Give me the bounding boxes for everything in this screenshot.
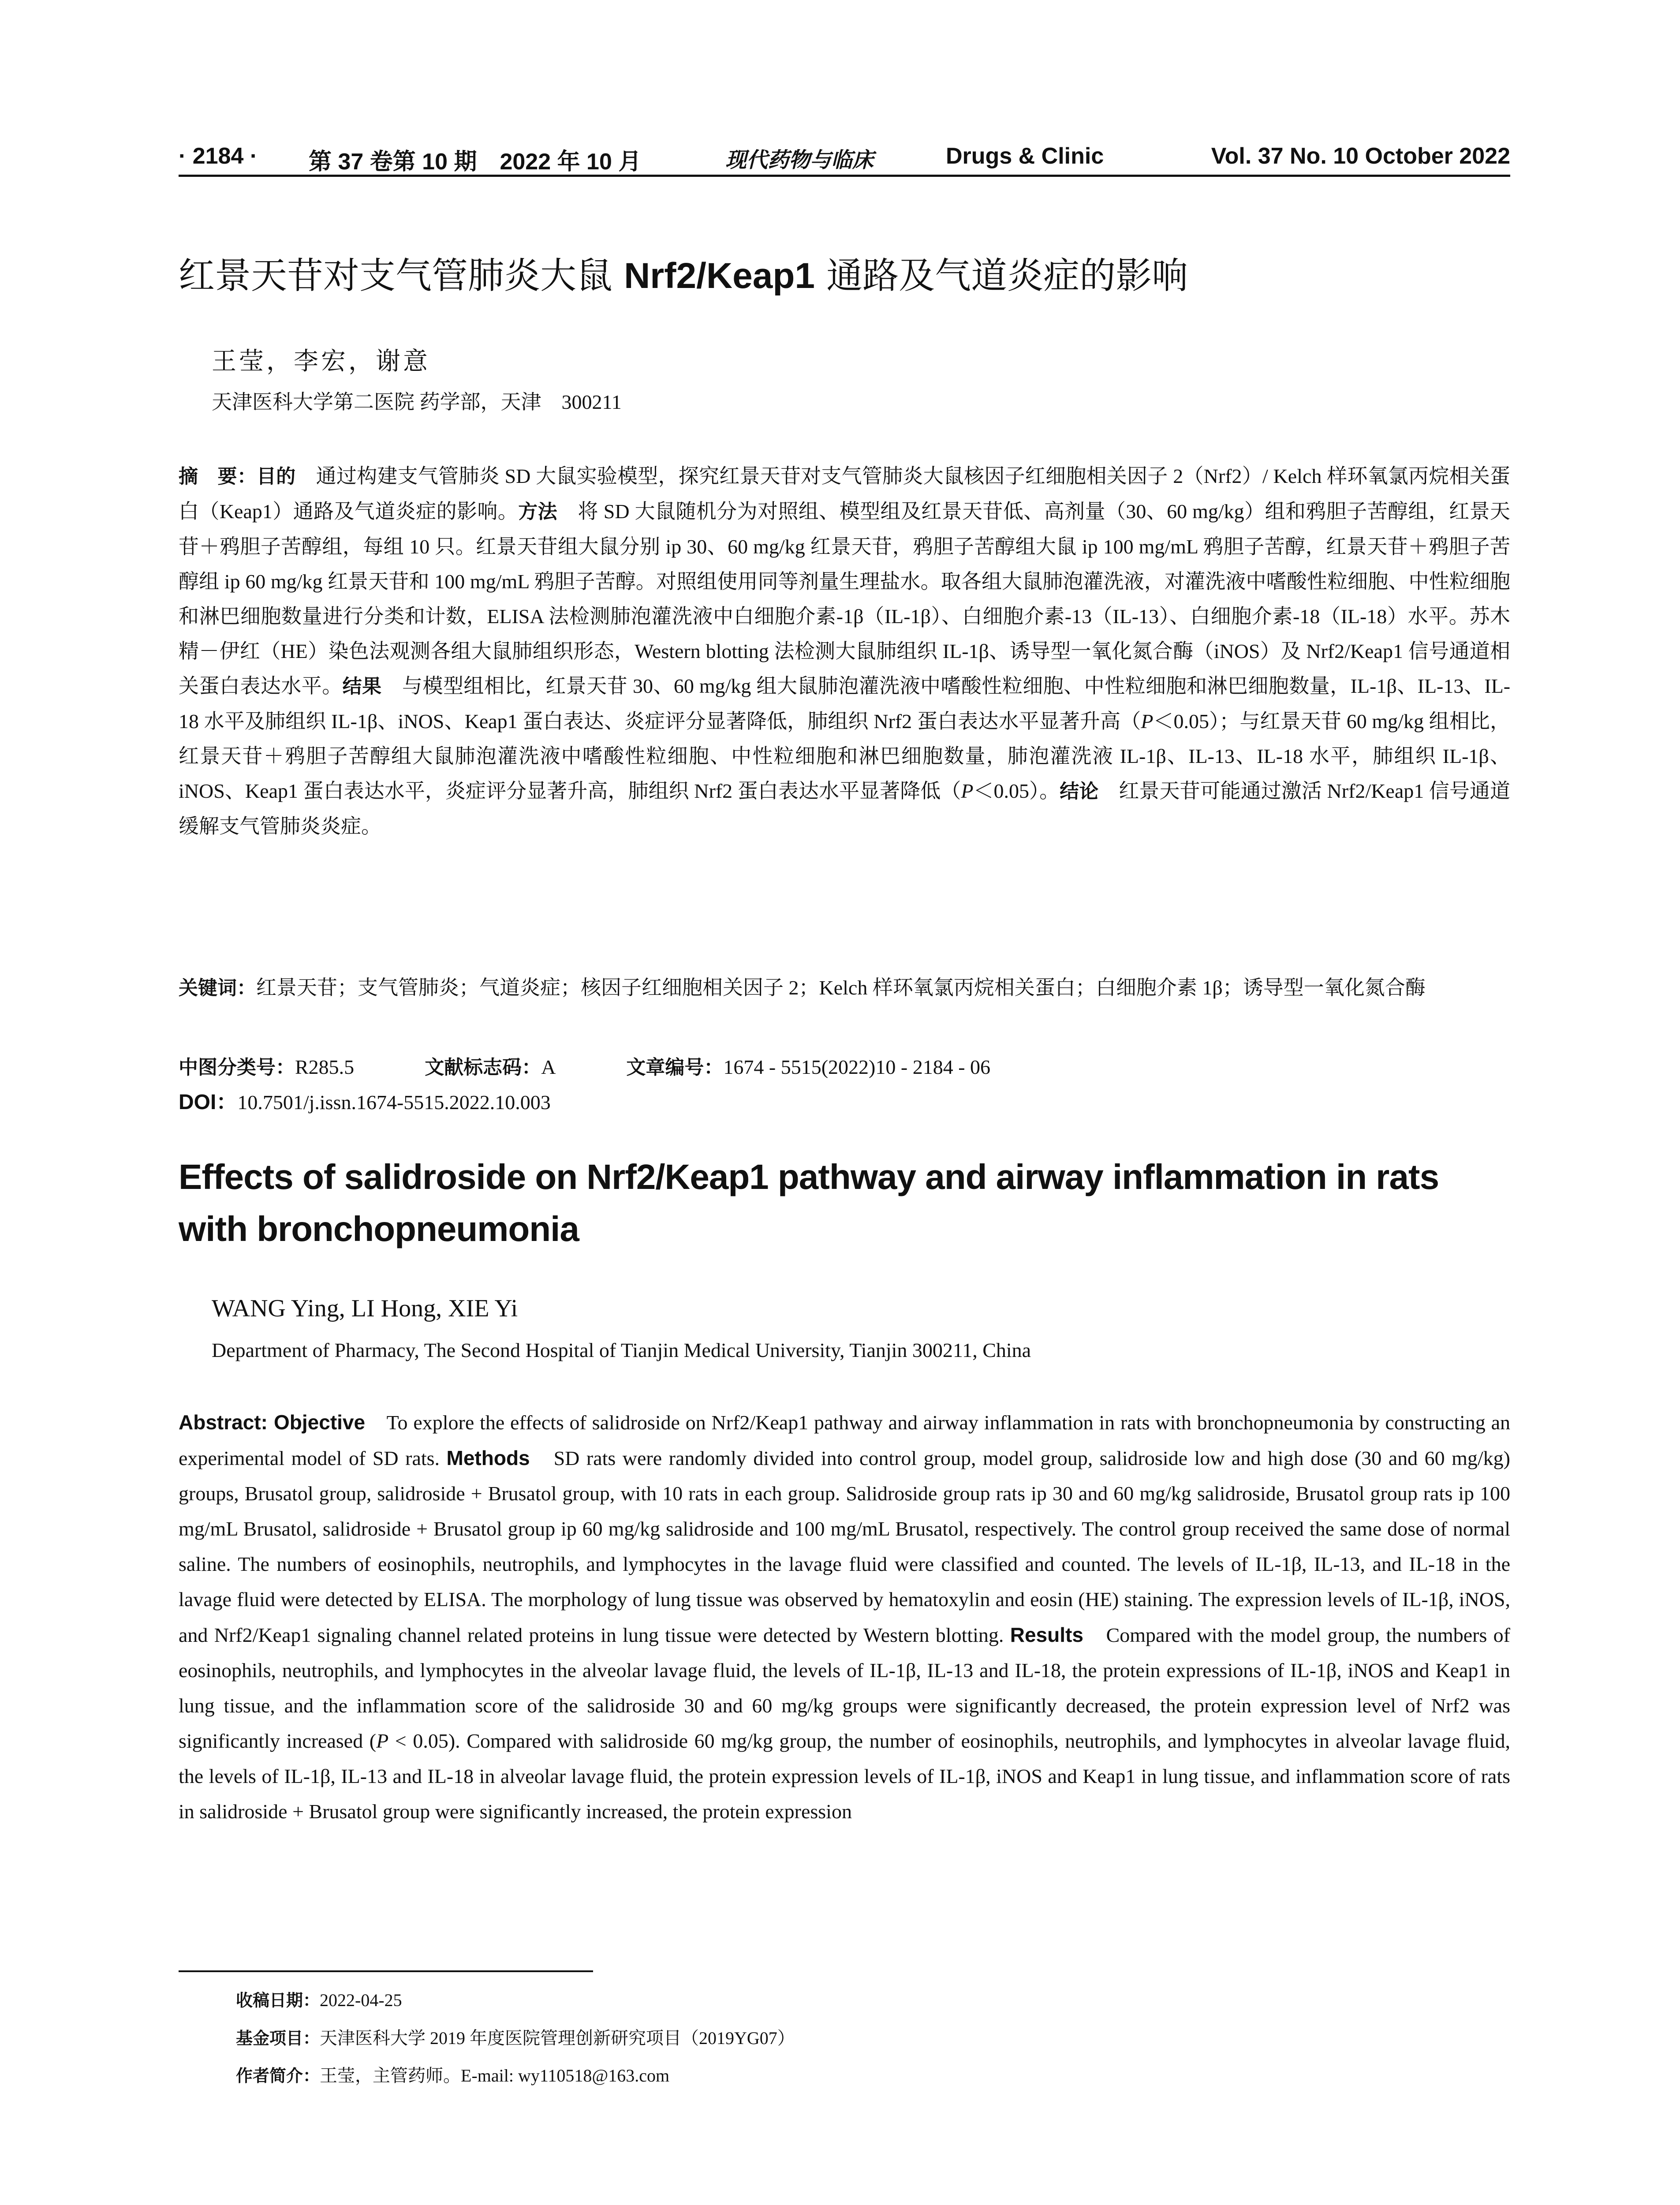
volume-issue-cn: 第 37 卷第 10 期 2022 年 10 月 <box>309 149 642 175</box>
volume-issue-en: Vol. 37 No. 10 October 2022 <box>1211 143 1510 169</box>
abstract-label-cn: 摘 要： <box>179 465 257 488</box>
keywords-label-cn: 关键词： <box>179 977 256 999</box>
fund-value: 天津医科大学 2019 年度医院管理创新研究项目（2019YG07） <box>320 2028 795 2048</box>
running-header <box>179 140 1510 177</box>
doc-code-field <box>425 1050 556 1085</box>
article-title-en: Effects of salidroside on Nrf2/Keap1 pathway and airway inflammation in rats with bronchopneumonia <box>179 1157 1439 1248</box>
keywords-cn <box>179 970 1510 1005</box>
p-value-symbol-cn-1: P <box>1141 710 1154 733</box>
footnote-received <box>236 1987 402 2011</box>
objective-text-en: To explore the effects of salidroside on Nrf2/Keap1 pathway and airway inflammation in rats with bronchopneumonia by constructing an experimental model of SD rats. <box>179 1411 1511 1469</box>
keywords-text-cn: 红景天苷；支气管肺炎；气道炎症；核因子红细胞相关因子 2；Kelch 样环氧氯丙烷相关蛋白；白细胞介素 1β；诱导型一氧化氮合酶 <box>256 976 1426 999</box>
title-cn-pre: 红景天苷对支气管肺炎大鼠 <box>179 255 624 297</box>
affiliation-cn: 天津医科大学第二医院 药学部，天津 300211 <box>212 391 622 413</box>
doc-code-label: 文献标志码： <box>425 1056 541 1079</box>
results-text-cn-3: ＜0.05）。 <box>973 780 1060 802</box>
footnote-author <box>236 2062 669 2087</box>
received-value: 2022-04-25 <box>320 1990 402 2010</box>
classification-line <box>179 1050 1510 1085</box>
journal-name-en: Drugs & Clinic <box>946 143 1104 169</box>
conclusion-text-cn: 红景天苷可能通过激活 Nrf2/Keap1 信号通道缓解支气管肺炎炎症。 <box>179 780 1510 837</box>
authors-en: WANG Ying, LI Hong, XIE Yi <box>212 1295 518 1322</box>
results-text-en-2: < 0.05). Compared with salidroside 60 mg/kg group, the number of eosinophils, neutrophils, and lymphocytes in alveolar lavage fluid, the levels of IL-1β, IL-13 and IL-18 in alveolar lavage fluid, the protein expression levels of IL-1β, iNOS and Keap1 in lung tissue, and inflammation score of rats in salidroside + Brusatol group were significantly increased, the protein expression <box>179 1730 1510 1823</box>
methods-label-en: Methods <box>446 1446 530 1469</box>
page-number: · 2184 · <box>179 143 258 169</box>
author-bio-value: 王莹，主管药师。E-mail: wy110518@163.com <box>320 2066 670 2085</box>
clc-field <box>179 1050 354 1085</box>
doc-code-value: A <box>541 1056 556 1078</box>
fund-label: 基金项目： <box>236 2029 320 2048</box>
results-text-en-1: Compared with the model group, the numbers of eosinophils, neutrophils, and lymphocytes in the alveolar lavage fluid, the levels of IL-1β, IL-13 and IL-18, the protein expressions of IL-1β, iNOS and Keap1 in lung tissue, and the inflammation score of the salidroside 30 and 60 mg/kg groups were significantly decreased, the protein expression level of Nrf2 was significantly increased ( <box>179 1624 1510 1752</box>
abstract-label-en: Abstract: Objective <box>179 1411 366 1434</box>
article-number-field <box>626 1050 990 1085</box>
clc-value: R285.5 <box>295 1056 355 1078</box>
abstract-cn <box>179 459 1510 844</box>
article-number-value: 1674 - 5515(2022)10 - 2184 - 06 <box>723 1056 991 1078</box>
footnote-fund <box>236 2024 795 2049</box>
footnote-divider <box>179 1970 593 1972</box>
results-label-en: Results <box>1010 1623 1083 1646</box>
p-value-symbol-en: P <box>376 1730 389 1752</box>
affiliation-en: Department of Pharmacy, The Second Hospital of Tianjin Medical University, Tianjin 300211, China <box>212 1339 1031 1361</box>
results-label-cn: 结果 <box>342 675 382 698</box>
methods-label-cn: 方法 <box>518 501 558 523</box>
objective-label-cn: 目的 <box>256 465 296 488</box>
results-text-cn-2: ＜0.05）；与红景天苷 60 mg/kg 组相比，红景天苷＋鸦胆子苦醇组大鼠肺泡灌洗液中嗜酸性粒细胞、中性粒细胞和淋巴细胞数量，肺泡灌洗液 IL-1β、IL-13、IL-18 水平，肺组织 IL-1β、iNOS、Keap1 蛋白表达水平，炎症评分显著升高，肺组织 Nrf2 蛋白表达水平显著降低（ <box>179 710 1511 802</box>
methods-text-cn: 将 SD 大鼠随机分为对照组、模型组及红景天苷低、高剂量（30、60 mg/kg）组和鸦胆子苦醇组，红景天苷＋鸦胆子苦醇组，每组 10 只。红景天苷组大鼠分别 ip 30、60 mg/kg 红景天苷，鸦胆子苦醇组大鼠 ip 100 mg/mL 鸦胆子苦醇，红景天苷＋鸦胆子苦醇组 ip 60 mg/kg 红景天苷和 100 mg/mL 鸦胆子苦醇。对照组使用同等剂量生理盐水。取各组大鼠肺泡灌洗液，对灌洗液中嗜酸性粒细胞、中性粒细胞和淋巴细胞数量进行分类和计数，ELISA 法检测肺泡灌洗液中白细胞介素-1β（IL-1β）、白细胞介素-13（IL-13）、白细胞介素-18（IL-18）水平。苏木精－伊红（HE）染色法观测各组大鼠肺组织形态，Western blotting 法检测大鼠肺组织 IL-1β、诱导型一氧化氮合酶（iNOS）及 Nrf2/Keap1 信号通道相关蛋白表达水平。 <box>179 500 1510 697</box>
title-cn-bold: Nrf2/Keap1 <box>624 256 815 296</box>
p-value-symbol-cn-2: P <box>961 780 974 802</box>
article-number-label: 文章编号： <box>626 1056 724 1079</box>
methods-text-en: SD rats were randomly divided into control group, model group, salidroside low and high dose (30 and 60 mg/kg) groups, Brusatol group, salidroside + Brusatol group, with 10 rats in each group. Salidroside group rats ip 30 and 60 mg/kg salidroside, Brusatol group rats ip 100 mg/mL Brusatol, salidroside + Brusatol group ip 60 mg/kg salidroside and 100 mg/mL Brusatol, respectively. The control group received the same dose of normal saline. The numbers of eosinophils, neutrophils, and lymphocytes in the lavage fluid were classified and counted. The levels of IL-1β, IL-13, and IL-18 in the lavage fluid were detected by ELISA. The morphology of lung tissue was observed by hematoxylin and eosin (HE) staining. The expression levels of IL-1β, iNOS, and Nrf2/Keap1 signaling channel related proteins in lung tissue were detected by Western blotting. <box>179 1447 1511 1646</box>
clc-label: 中图分类号： <box>179 1056 295 1079</box>
article-title-cn <box>179 247 1510 299</box>
journal-name-cn: 现代药物与临床 <box>725 148 874 172</box>
results-text-cn-1: 与模型组相比，红景天苷 30、60 mg/kg 组大鼠肺泡灌洗液中嗜酸性粒细胞、中性粒细胞和淋巴细胞数量，IL-1β、IL-13、IL-18 水平及肺组织 IL-1β、iNOS、Keap1 蛋白表达、炎症评分显著降低，肺组织 Nrf2 蛋白表达水平显著升高（ <box>179 675 1511 733</box>
author-bio-label: 作者简介： <box>236 2066 320 2085</box>
doi-value[interactable]: 10.7501/j.issn.1674-5515.2022.10.003 <box>237 1091 551 1114</box>
received-label: 收稿日期： <box>236 1991 320 2010</box>
doi-line <box>179 1085 1510 1120</box>
abstract-en <box>179 1405 1510 1829</box>
doi-label: DOI： <box>179 1091 238 1114</box>
authors-cn: 王莹，李宏，谢意 <box>212 348 430 375</box>
objective-text-cn: 通过构建支气管肺炎 SD 大鼠实验模型，探究红景天苷对支气管肺炎大鼠核因子红细胞相关因子 2（Nrf2）/ Kelch 样环氧氯丙烷相关蛋白（Keap1）通路及气道炎症的影响。 <box>179 465 1511 523</box>
title-cn-post: 通路及气道炎症的影响 <box>815 255 1188 297</box>
conclusion-label-cn: 结论 <box>1060 780 1099 803</box>
